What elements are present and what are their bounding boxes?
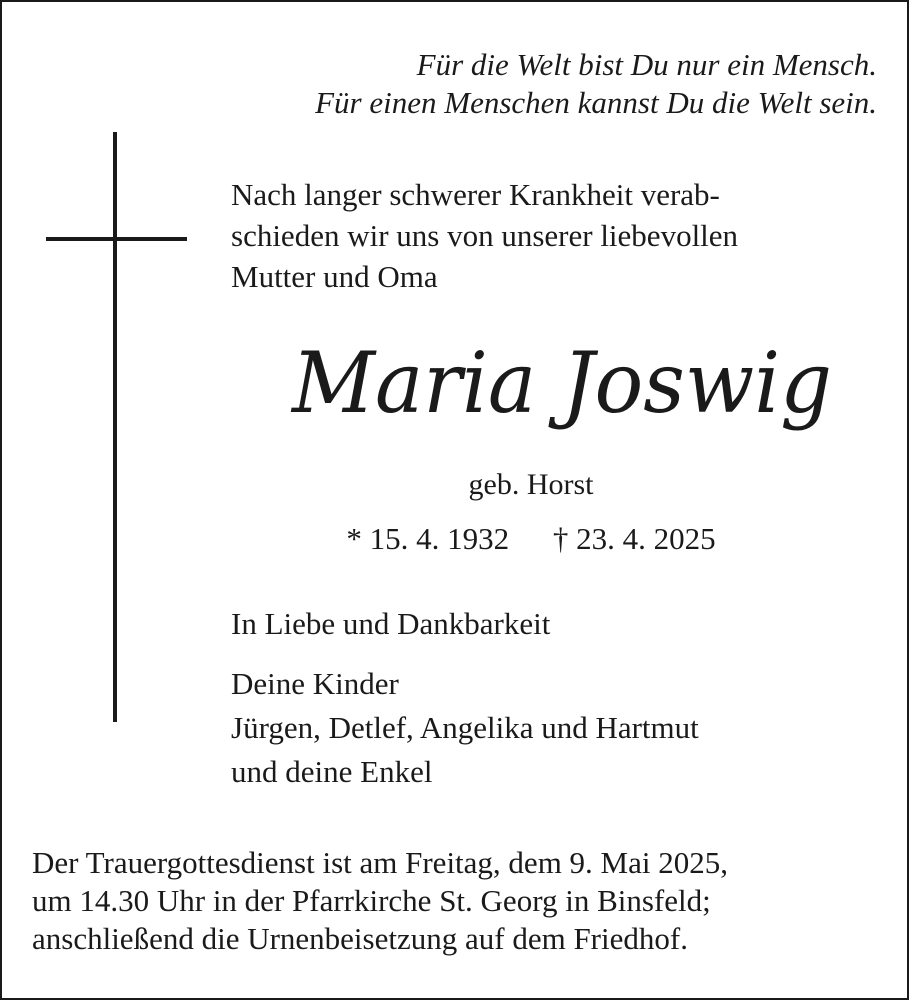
- cross-icon-horizontal-bar: [46, 237, 187, 241]
- life-dates: [231, 520, 831, 558]
- intro-text: [231, 174, 738, 297]
- quote-line-2: Für einen Menschen kannst Du die Welt sein.: [315, 85, 877, 120]
- closing-phrase: In Liebe und Dankbarkeit: [231, 606, 551, 641]
- birth-date: * 15. 4. 1932: [346, 521, 510, 556]
- deceased-name-text: Maria Joswig: [290, 334, 832, 432]
- family-line-1: Deine Kinder: [231, 666, 399, 701]
- service-line-2: um 14.30 Uhr in der Pfarrkirche St. Georg in Binsfeld;: [32, 883, 711, 918]
- intro-line-1: Nach langer schwerer Krankheit verab-: [231, 177, 720, 212]
- birth-name: geb. Horst: [468, 468, 594, 501]
- deceased-name: [262, 320, 862, 480]
- quote: [315, 46, 877, 122]
- service-line-1: Der Trauergottesdienst ist am Freitag, dem 9. Mai 2025,: [32, 845, 728, 880]
- service-line-3: anschließend die Urnenbeisetzung auf dem Friedhof.: [32, 921, 688, 956]
- service-info: [32, 844, 728, 958]
- death-date: † 23. 4. 2025: [552, 521, 716, 556]
- family-line-3: und deine Enkel: [231, 754, 433, 789]
- cross-icon-vertical-bar: [113, 132, 117, 722]
- family-signature: [231, 662, 699, 794]
- quote-line-1: Für die Welt bist Du nur ein Mensch.: [416, 47, 877, 82]
- family-line-2: Jürgen, Detlef, Angelika und Hartmut: [231, 710, 699, 745]
- intro-line-2: schieden wir uns von unserer liebevollen: [231, 218, 739, 253]
- intro-line-3: Mutter und Oma: [231, 259, 438, 294]
